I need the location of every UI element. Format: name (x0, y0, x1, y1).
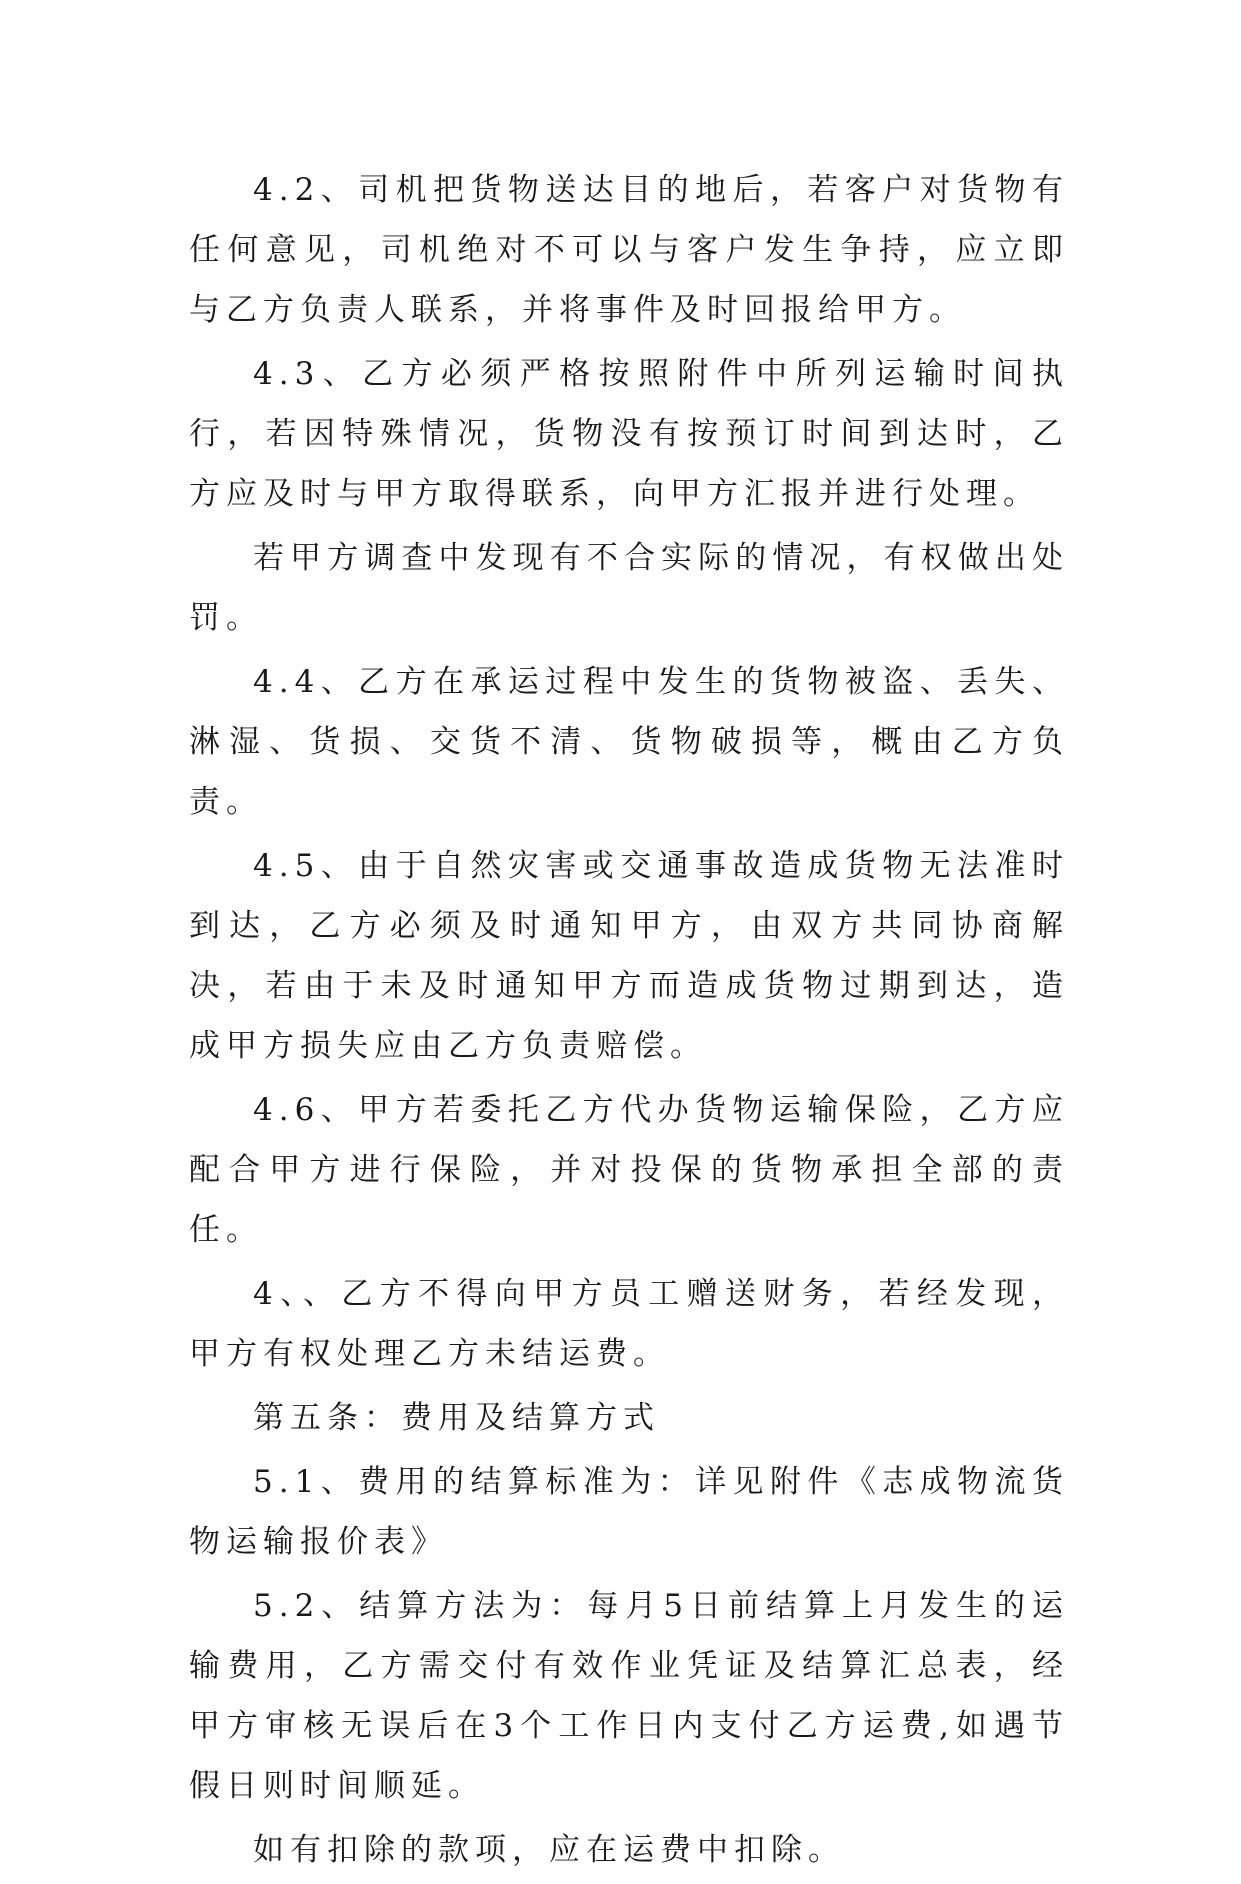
clause-4-6: 4.6、甲方若委托乙方代办货物运输保险，乙方应配合甲方进行保险，并对投保的货物承担全部的责任。 (189, 1092, 1069, 1248)
article-5-heading: 第五条：费用及结算方式 (253, 1400, 660, 1436)
clause-4-3: 4.3、乙方必须严格按照附件中所列运输时间执行，若因特殊情况，货物没有按预订时间到达时，乙方应及时与甲方取得联系，向甲方汇报并进行处理。 (189, 356, 1069, 512)
clause-4-3-penalty: 若甲方调查中发现有不合实际的情况，有权做出处罚。 (189, 540, 1069, 636)
clause-5-2: 5.2、结算方法为：每月5日前结算上月发生的运输费用，乙方需交付有效作业凭证及结算汇总表，经甲方审核无误后在3个工作日内支付乙方运费,如遇节假日则时间顺延。 (189, 1588, 1069, 1804)
clause-4-5: 4.5、由于自然灾害或交通事故造成货物无法准时到达，乙方必须及时通知甲方，由双方共同协商解决，若由于未及时通知甲方而造成货物过期到达，造成甲方损失应由乙方负责赔偿。 (189, 848, 1069, 1064)
document-body (189, 160, 1069, 1884)
clause-5-2-deduction: 如有扣除的款项，应在运费中扣除。 (253, 1832, 845, 1868)
clause-5-1: 5.1、费用的结算标准为：详见附件《志成物流货物运输报价表》 (189, 1464, 1069, 1560)
clause-4-2: 4.2、司机把货物送达目的地后，若客户对货物有任何意见，司机绝对不可以与客户发生争持，应立即与乙方负责人联系，并将事件及时回报给甲方。 (189, 172, 1069, 328)
clause-4-7: 4、、乙方不得向甲方员工赠送财务，若经发现，甲方有权处理乙方未结运费。 (189, 1276, 1069, 1372)
clause-4-4: 4.4、乙方在承运过程中发生的货物被盗、丢失、淋湿、货损、交货不清、货物破损等，概由乙方负责。 (189, 664, 1069, 820)
